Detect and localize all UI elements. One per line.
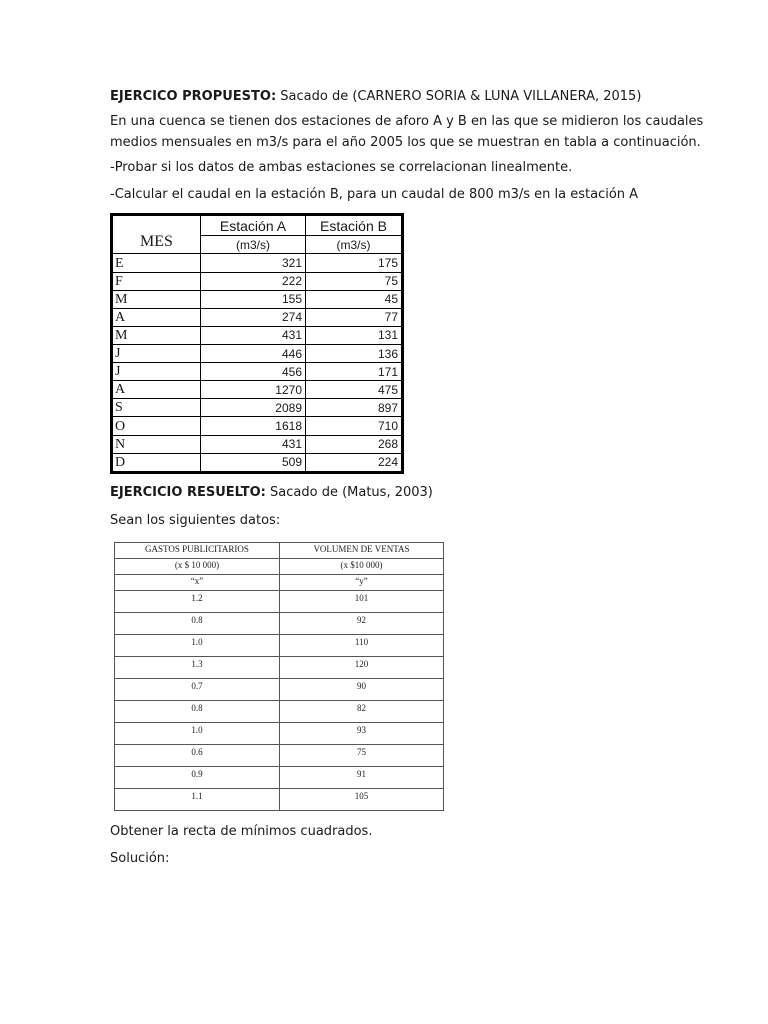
month-cell: O <box>112 417 201 435</box>
exercise1-intro-line1: En una cuenca se tienen dos estaciones de aforo A y B en las que se midieron los caudales <box>110 114 704 129</box>
table-row <box>115 591 444 613</box>
station-b-value: 45 <box>306 290 403 308</box>
table-row <box>115 789 444 811</box>
month-cell: A <box>112 308 201 326</box>
table-row <box>115 767 444 789</box>
sales-value: 105 <box>280 789 444 811</box>
station-b-value: 175 <box>306 254 403 272</box>
table-row <box>112 326 403 344</box>
sales-header: VOLUMEN DE VENTAS <box>280 543 444 559</box>
table-row <box>115 723 444 745</box>
table-row <box>112 381 403 399</box>
exercise1-source: Sacado de (CARNERO SORIA & LUNA VILLANERA, 2015) <box>276 89 642 104</box>
exercise2-title-line <box>110 482 433 503</box>
advertising-value: 0.8 <box>115 701 280 723</box>
month-cell: J <box>112 363 201 381</box>
station-a-value: 274 <box>201 308 306 326</box>
station-a-value: 1270 <box>201 381 306 399</box>
advertising-value: 0.8 <box>115 613 280 635</box>
month-cell: F <box>112 272 201 290</box>
sales-value: 91 <box>280 767 444 789</box>
sales-table-header-row <box>115 543 444 559</box>
station-b-header: Estación B <box>306 215 403 236</box>
table-row <box>112 417 403 435</box>
table-row <box>112 363 403 381</box>
table-row <box>112 435 403 453</box>
solution-label: Solución: <box>110 851 170 866</box>
table-row <box>115 635 444 657</box>
variable-x-label: “x” <box>115 575 280 591</box>
station-a-value: 431 <box>201 326 306 344</box>
station-b-value: 710 <box>306 417 403 435</box>
month-cell: S <box>112 399 201 417</box>
sales-value: 75 <box>280 745 444 767</box>
exercise1-intro <box>110 111 703 153</box>
flow-table-header-row <box>112 215 403 236</box>
sales-value: 110 <box>280 635 444 657</box>
advertising-value: 1.2 <box>115 591 280 613</box>
station-b-value: 171 <box>306 363 403 381</box>
station-a-header: Estación A <box>201 215 306 236</box>
station-b-value: 268 <box>306 435 403 453</box>
sales-value: 120 <box>280 657 444 679</box>
station-b-value: 136 <box>306 344 403 362</box>
advertising-value: 1.1 <box>115 789 280 811</box>
station-b-value: 224 <box>306 453 403 472</box>
table-row <box>112 308 403 326</box>
station-b-value: 475 <box>306 381 403 399</box>
sales-value: 90 <box>280 679 444 701</box>
station-a-unit: (m3/s) <box>201 236 306 254</box>
table-row <box>112 399 403 417</box>
month-cell: A <box>112 381 201 399</box>
table-row <box>115 701 444 723</box>
table-row <box>112 272 403 290</box>
exercise2-task: Obtener la recta de mínimos cuadrados. <box>110 824 373 839</box>
flow-stations-table <box>110 213 404 474</box>
sales-table-variable-row <box>115 575 444 591</box>
table-row <box>112 453 403 472</box>
sales-value: 93 <box>280 723 444 745</box>
table-row <box>112 290 403 308</box>
advertising-sales-table <box>114 542 444 811</box>
station-a-value: 155 <box>201 290 306 308</box>
exercise2-heading: EJERCICIO RESUELTO: <box>110 485 266 500</box>
station-b-value: 131 <box>306 326 403 344</box>
station-b-value: 77 <box>306 308 403 326</box>
station-b-unit: (m3/s) <box>306 236 403 254</box>
exercise2-source: Sacado de (Matus, 2003) <box>265 485 433 500</box>
advertising-value: 0.7 <box>115 679 280 701</box>
month-cell: M <box>112 326 201 344</box>
month-cell: E <box>112 254 201 272</box>
table-row <box>115 613 444 635</box>
station-b-value: 897 <box>306 399 403 417</box>
advertising-value: 0.9 <box>115 767 280 789</box>
advertising-value: 0.6 <box>115 745 280 767</box>
table-row <box>115 745 444 767</box>
station-a-value: 509 <box>201 453 306 472</box>
table-row <box>112 344 403 362</box>
exercise1-task2: -Calcular el caudal en la estación B, para un caudal de 800 m3/s en la estación A <box>110 187 639 202</box>
table-row <box>112 254 403 272</box>
station-a-value: 1618 <box>201 417 306 435</box>
station-a-value: 431 <box>201 435 306 453</box>
advertising-value: 1.0 <box>115 635 280 657</box>
month-cell: N <box>112 435 201 453</box>
station-a-value: 456 <box>201 363 306 381</box>
table-row <box>115 657 444 679</box>
sales-unit: (x $10 000) <box>280 559 444 575</box>
exercise1-task1: -Probar si los datos de ambas estaciones se correlacionan linealmente. <box>110 160 573 175</box>
advertising-value: 1.3 <box>115 657 280 679</box>
station-b-value: 75 <box>306 272 403 290</box>
advertising-value: 1.0 <box>115 723 280 745</box>
exercise1-heading: EJERCICO PROPUESTO: <box>110 89 277 104</box>
month-column-header: MES <box>112 215 201 254</box>
station-a-value: 446 <box>201 344 306 362</box>
sales-value: 101 <box>280 591 444 613</box>
station-a-value: 321 <box>201 254 306 272</box>
month-cell: M <box>112 290 201 308</box>
advertising-header: GASTOS PUBLICITARIOS <box>115 543 280 559</box>
table-row <box>115 679 444 701</box>
month-cell: D <box>112 453 201 472</box>
exercise1-intro-line2: medios mensuales en m3/s para el año 2005 los que se muestran en tabla a continuación. <box>110 135 701 150</box>
variable-y-label: “y” <box>280 575 444 591</box>
sales-value: 92 <box>280 613 444 635</box>
exercise2-intro: Sean los siguientes datos: <box>110 513 281 528</box>
exercise1-title-line <box>110 86 641 107</box>
station-a-value: 222 <box>201 272 306 290</box>
station-a-value: 2089 <box>201 399 306 417</box>
month-cell: J <box>112 344 201 362</box>
sales-value: 82 <box>280 701 444 723</box>
sales-table-unit-row <box>115 559 444 575</box>
advertising-unit: (x $ 10 000) <box>115 559 280 575</box>
